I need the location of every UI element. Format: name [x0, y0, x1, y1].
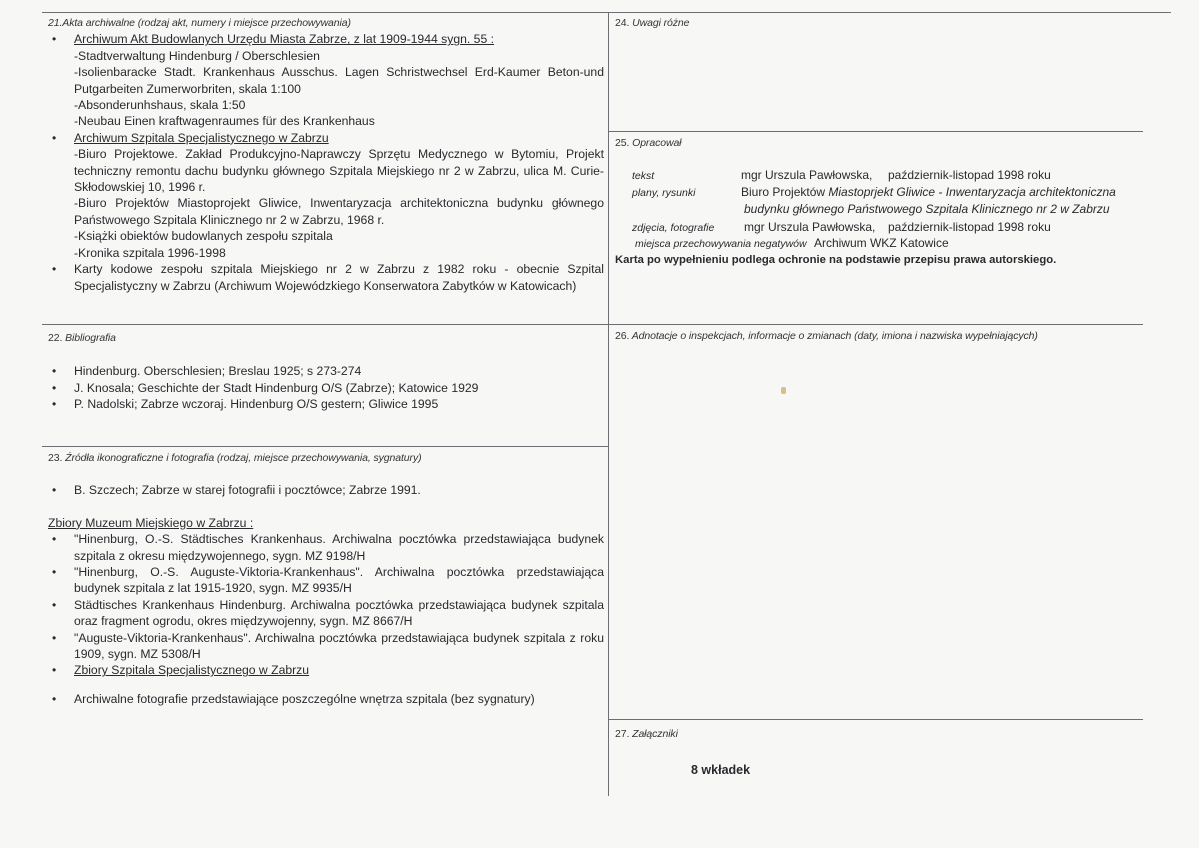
- divider-26-27: [608, 719, 1143, 720]
- archive-hospital-item: [48, 130, 604, 146]
- credit-plans-value-line2: budynku głównego Państwowego Szpitala Klinicznego nr 2 w Zabrzu: [744, 202, 1110, 216]
- divider-21-22: [42, 324, 1143, 325]
- archive-line: -Biuro Projektów Miastoprojekt Gliwice, Inwentaryzacja architektoniczna budynku głównego Państwowego Szpitala Klinicznego nr 2 w Zabrzu, 1968 r.: [74, 196, 604, 227]
- credit-photos-date: październik-listopad 1998 roku: [888, 220, 1051, 234]
- hospital-collection-heading: Zbiory Szpitala Specjalistycznego w Zabrzu: [74, 663, 310, 678]
- section-27-title: 27. Załączniki: [615, 728, 678, 740]
- copyright-note: Karta po wypełnieniu podlega ochronie na podstawie przepisu prawa autorskiego.: [615, 254, 1057, 266]
- iconography-item: • B. Szczech; Zabrze w starej fotografii i pocztówce; Zabrze 1991.: [48, 482, 604, 498]
- archive-line: -Biuro Projektowe. Zakład Produkcyjno-Naprawczy Sprzętu Medycznego w Bytomiu, Projekt techniczny remontu dachu budynku głównego Szpitala Miejskiego nr 2 w Zabrzu, ulica M. Curie-Skłodowskiej 10, 1996 r.: [74, 147, 604, 195]
- code-cards-item: • Karty kodowe zespołu szpitala Miejskiego nr 2 w Zabrzu z 1982 roku - obecnie Szpital Specjalistyczny w Zabrzu (Archiwum Wojewódzkiego Konserwatora Zabytków w Katowicach): [48, 261, 604, 294]
- archive-hospital-title: Archiwum Szpitala Specjalistycznego w Zabrzu: [74, 130, 329, 145]
- archive-hospital-details: [48, 146, 604, 261]
- section-22: [48, 330, 604, 413]
- archive-line: -Isolienbaracke Stadt. Krankenhaus Ausschus. Lagen Schristwechsel Erd-Kaumer Beton-und Putgarbeiten Zumerworbriten, skala 1:100: [74, 65, 604, 96]
- hospital-collection-item: [48, 662, 604, 678]
- credit-text-date: październik-listopad 1998 roku: [888, 168, 1051, 182]
- section-26-title: 26. Adnotacje o inspekcjach, informacje o zmianach (daty, imiona i nazwiska wypełniających): [615, 330, 1038, 342]
- photo-item: • Archiwalne fotografie przedstawiające poszczególne wnętrza szpitala (bez sygnatury): [48, 691, 604, 707]
- bibliography-item: • Hindenburg. Oberschlesien; Breslau 1925; s 273-274: [48, 363, 604, 379]
- bibliography-item: • P. Nadolski; Zabrze wczoraj. Hindenburg O/S gestern; Gliwice 1995: [48, 396, 604, 412]
- section-24: [615, 15, 1135, 31]
- archive-line: -Absonderunhshaus, skala 1:50: [74, 98, 246, 113]
- postcard-item: • "Hinenburg, O.-S. Auguste-Viktoria-Krankenhaus". Archiwalna pocztówka przedstawiająca budynek szpitala z lat 1915-1920, sygn. MZ 9935/H: [48, 564, 604, 597]
- section-24-title: 24. Uwagi różne: [615, 17, 690, 29]
- archive-line: -Książki obiektów budowlanych zespołu szpitala: [74, 229, 333, 244]
- postcard-item: • "Auguste-Viktoria-Krankenhaus". Archiwalna pocztówka przedstawiająca budynek szpitala z roku 1909, sygn. MZ 5308/H: [48, 630, 604, 663]
- section-27: [615, 726, 1140, 742]
- postcard-item: • "Hinenburg, O.-S. Städtisches Krankenhaus. Archiwalna pocztówka przedstawiająca budynek szpitala z okresu międzywojennego, sygn. MZ 9198/H: [48, 531, 604, 564]
- section-23-title: 23. Źródła ikonograficzne i fotografia (rodzaj, miejsce przechowywania, sygnatury): [48, 452, 422, 464]
- divider-22-23: [42, 446, 608, 447]
- top-border: [42, 12, 1171, 13]
- paper-speck: [781, 387, 786, 394]
- section-26: [615, 328, 1140, 344]
- archive-aabum-details: [48, 48, 604, 130]
- section-25: [615, 135, 1140, 151]
- postcard-item: • Städtisches Krankenhaus Hindenburg. Archiwalna pocztówka przedstawiająca budynek szpitala oraz fragment ogrodu, okres międzywojenny, sygn. MZ 8667/H: [48, 597, 604, 630]
- bibliography-item: • J. Knosala; Geschichte der Stadt Hindenburg O/S (Zabrze); Katowice 1929: [48, 380, 604, 396]
- archive-aabum-title: Archiwum Akt Budowlanych Urzędu Miasta Zabrze, z lat 1909-1944 sygn. 55 :: [74, 32, 494, 47]
- section-21-title: 21.Akta archiwalne (rodzaj akt, numery i miejsce przechowywania): [48, 17, 351, 29]
- section-25-title: 25. Opracował: [615, 137, 682, 149]
- archive-line: -Kronika szpitala 1996-1998: [74, 245, 226, 260]
- credit-text-author: mgr Urszula Pawłowska,: [741, 168, 873, 182]
- section-22-title: 22. Bibliografia: [48, 332, 116, 344]
- credit-negatives-row: miejsca przechowywania negatywów Archiwum WKZ Katowice: [635, 236, 949, 250]
- credit-photos-label: zdjęcia, fotografie: [632, 222, 715, 234]
- credit-plans-value: Biuro Projektów Miastoprjekt Gliwice - Inwentaryzacja architektoniczna: [741, 185, 1116, 199]
- attachments-count: 8 wkładek: [691, 763, 751, 777]
- archive-line: -Neubau Einen kraftwagenraumes für des Krankenhaus: [74, 114, 375, 129]
- divider-24-25: [608, 131, 1143, 132]
- credit-photos-author: mgr Urszula Pawłowska,: [744, 220, 876, 234]
- column-divider: [608, 12, 609, 796]
- credit-plans-label: plany, rysunki: [632, 187, 696, 199]
- archive-aabum-item: [48, 31, 604, 47]
- archive-line: -Stadtverwaltung Hindenburg / Oberschlesien: [74, 48, 320, 63]
- museum-collection-heading: Zbiory Muzeum Miejskiego w Zabrzu :: [48, 515, 254, 530]
- section-21: [48, 15, 604, 294]
- credit-text-row: tekst: [632, 170, 655, 182]
- section-23: [48, 450, 604, 707]
